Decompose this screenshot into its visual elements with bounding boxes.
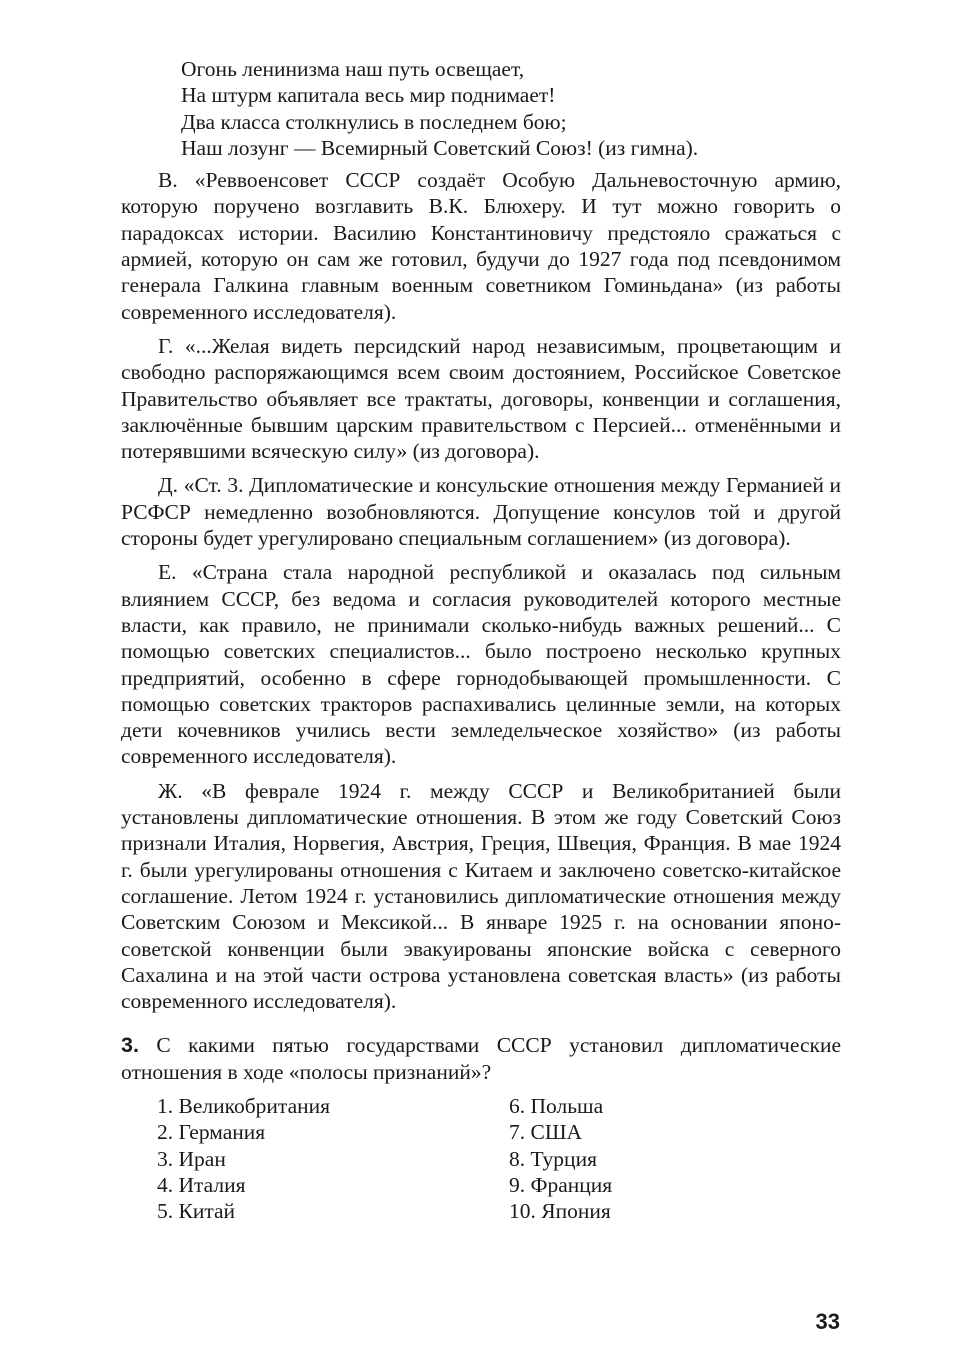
answer-option: 3. Иран (157, 1146, 226, 1171)
answer-option: 10. Япония (509, 1199, 611, 1224)
answer-option: 6. Польша (509, 1093, 604, 1118)
question-text: С какими пятью государствами СССР установил дипломатические отношения в ходе «полосы признаний»? (121, 1033, 841, 1084)
paragraph-e: Е. «Страна стала народной республикой и оказалась под сильным влиянием СССР, без ведома и согласия руководителей которого местные власти, как правило, не принимали сколько-нибудь важных решений... С помощью советских специалистов... было построено несколько крупных предприятий, особенно в сфере горнодобывающей промышленности. С помощью советских тракторов распахивались целинные земли, на которых дети кочевников учились вести земледельческое хозяйство» (из работы современного исследователя). (121, 560, 841, 769)
answer-option: 2. Германия (157, 1120, 266, 1145)
paragraph-zh: Ж. «В феврале 1924 г. между СССР и Великобританией были установлены дипломатические отношения. В этом же году Советский Союз признали Италия, Норвегия, Австрия, Греция, Швеция, Франция. В мае 1924 г. были урегулированы отношения с Китаем и заключено советско-китайское соглашение. Летом 1924 г. установились дипломатические отношения между Советским Союзом и Мексикой... В январе 1925 г. на основании японо-советской конвенции были эвакуированы японские войска с северного Сахалина и на этой части острова установлена советская власть» (из работы современного исследователя). (121, 778, 841, 1014)
page-number: 33 (815, 1309, 840, 1334)
answer-options (157, 1093, 841, 1224)
question-number: 3. (121, 1033, 139, 1058)
poem-line: Два класса столкнулись в последнем бою; (181, 109, 567, 134)
page-body (121, 56, 841, 1224)
answer-option: 1. Великобритания (157, 1093, 331, 1118)
answer-option: 5. Китай (157, 1199, 236, 1224)
paragraph-v: В. «Реввоенсовет СССР создаёт Особую Дальневосточную армию, которую поручено возглавить В.К. Блюхеру. И тут можно говорить о парадоксах истории. Василию Константиновичу предстояло сражаться с армией, которую он сам же готовил, будучи до 1927 года под псевдонимом генерала Галкина главным военным советником Гоминьдана» (из работы современного исследователя). (121, 168, 841, 324)
paragraph-d: Д. «Ст. 3. Дипломатические и консульские отношения между Германией и РСФСР немедленно возобновляются. Допущение консулов той и другой стороны будет урегулировано специальным соглашением» (из договора). (121, 473, 841, 551)
paragraph-g: Г. «...Желая видеть персидский народ независимым, процветающим и свободно распоряжающимся всем своим достоянием, Российское Советское Правительство объявляет все трактаты, договоры, конвенции и соглашения, заключённые бывшим царским правительством с Персией... отменёнными и потерявшими всяческую силу» (из договора). (121, 333, 841, 464)
poem-line: На штурм капитала весь мир поднимает! (181, 83, 556, 108)
question-3 (121, 1032, 841, 1085)
poem-line: Наш лозунг — Всемирный Советский Союз! (из гимна). (181, 135, 699, 160)
answer-option: 9. Франция (509, 1172, 613, 1197)
answer-option: 4. Италия (157, 1172, 246, 1197)
answer-option: 7. США (509, 1120, 583, 1145)
answer-option: 8. Турция (509, 1146, 597, 1171)
poem-line: Огонь ленинизма наш путь освещает, (181, 57, 525, 81)
anthem-excerpt (181, 56, 841, 161)
